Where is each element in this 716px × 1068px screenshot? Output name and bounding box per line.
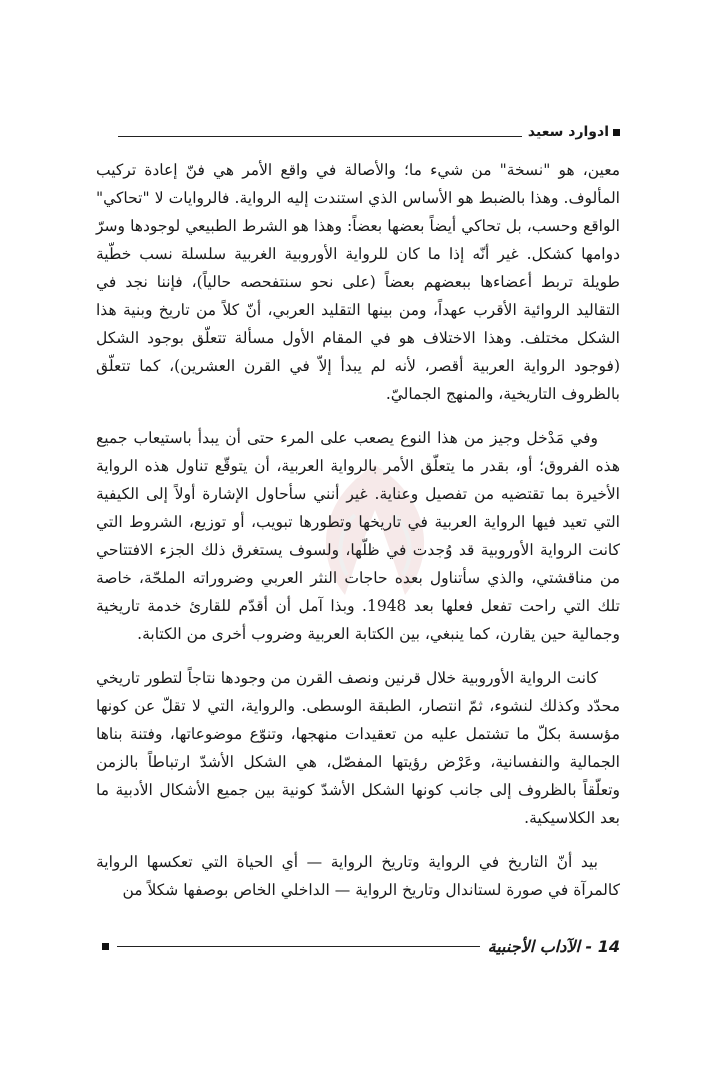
running-head	[522, 124, 620, 140]
folio: 14 - الآداب الأجنبية	[487, 936, 620, 956]
paragraph: كانت الرواية الأوروبية خلال قرنين ونصف القرن من وجودها نتاجاً لتطور تاريخي محدّد وكذلك لنشوء، ثمّ انتصار، الطبقة الوسطى. والرواية، التي لا تقلّ عن كونها مؤسسة بكلّ ما تشتمل عليه من تعقيدات منهجها، وتنوّع موضوعاتها، وفتنة بناها الجمالية والنفسانية، وعَرْض رؤيتها المفصّل، هي الشكل الأشدّ ارتباطاً بالزمن وتعلّقاً بالظروف إلى جانب كونها الشكل الأشدّ كونية بين جميع الأشكال الأدبية ما بعد الكلاسيكية.	[96, 669, 620, 827]
footer-rule	[117, 946, 480, 947]
square-bullet-icon	[613, 129, 620, 136]
page-number: 14	[597, 936, 620, 956]
paragraph: معين، هو "نسخة" من شيء ما؛ والأصالة في واقع الأمر هي فنّ إعادة تركيب المألوف. وهذا بالضبط هو الأساس الذي استندت إليه الرواية. فالروايات لا "تحاكي" الواقع وحسب، بل تحاكي أيضاً بعضها بعضاً: وهذا هو الشرط الطبيعي لوجودها وسرّ دوامها كشكل. غير أنّه إذا ما كان للرواية الأوروبية الغربية سلسلة نسب خطّية طويلة تربط أعضاءها ببعضهم بعضاً (على نحو سنتفحصه حالياً)، فإننا نجد في التقاليد الروائية الأقرب عهداً، ومن بينها التقليد العربي، أنّ كلاً من تاريخ وبنية هذا الشكل مختلف. وهذا الاختلاف هو في المقام الأول مسألة تتعلّق بوجود الشكل (فوجود الرواية العربية أقصر، لأنه لم يبدأ إلاّ في القرن العشرين)، كما تتعلّق بالظروف التاريخية، والمنهج الجماليّ.	[96, 161, 620, 403]
paragraph: وفي مَدْخل وجيز من هذا النوع يصعب على المرء حتى أن يبدأ باستيعاب جميع هذه الفروق؛ أو، بقدر ما يتعلّق الأمر بالرواية العربية، أن يتوقّع تناول هذه الرواية الأخيرة بما تقتضيه من تفصيل وعناية. غير أنني سأحاول الإشارة أولاً إلى الكيفية التي تعيد فيها الرواية العربية في تاريخها وتطورها تبويب، أو توزيع، الشروط التي كانت الرواية الأوروبية قد وُجدت في ظلّها، ولسوف يستغرق ذلك الجزء الافتتاحي من مناقشتي، والذي سأتناول بعده حاجات النثر العربي وضروراته الملحّة، خاصة تلك التي راحت تفعل فعلها بعد 1948. وبذا آمل أن أقدّم للقارئ خدمة تاريخية وجمالية حين يقارن، كما ينبغي، بين الكتابة العربية وضروب أخرى من الكتابة.	[96, 429, 620, 643]
page-footer	[102, 934, 620, 958]
section-title: الآداب الأجنبية	[487, 936, 580, 956]
paragraph: بيد أنّ التاريخ في الرواية وتاريخ الرواية — أي الحياة التي تعكسها الرواية كالمرآة في صورة لستاندال وتاريخ الرواية — الداخلي الخاص بوصفها شكلاً من	[96, 853, 620, 899]
square-bullet-icon	[102, 943, 109, 950]
running-head-text: ادوارد سعيد	[527, 124, 609, 140]
body-text	[96, 156, 620, 920]
